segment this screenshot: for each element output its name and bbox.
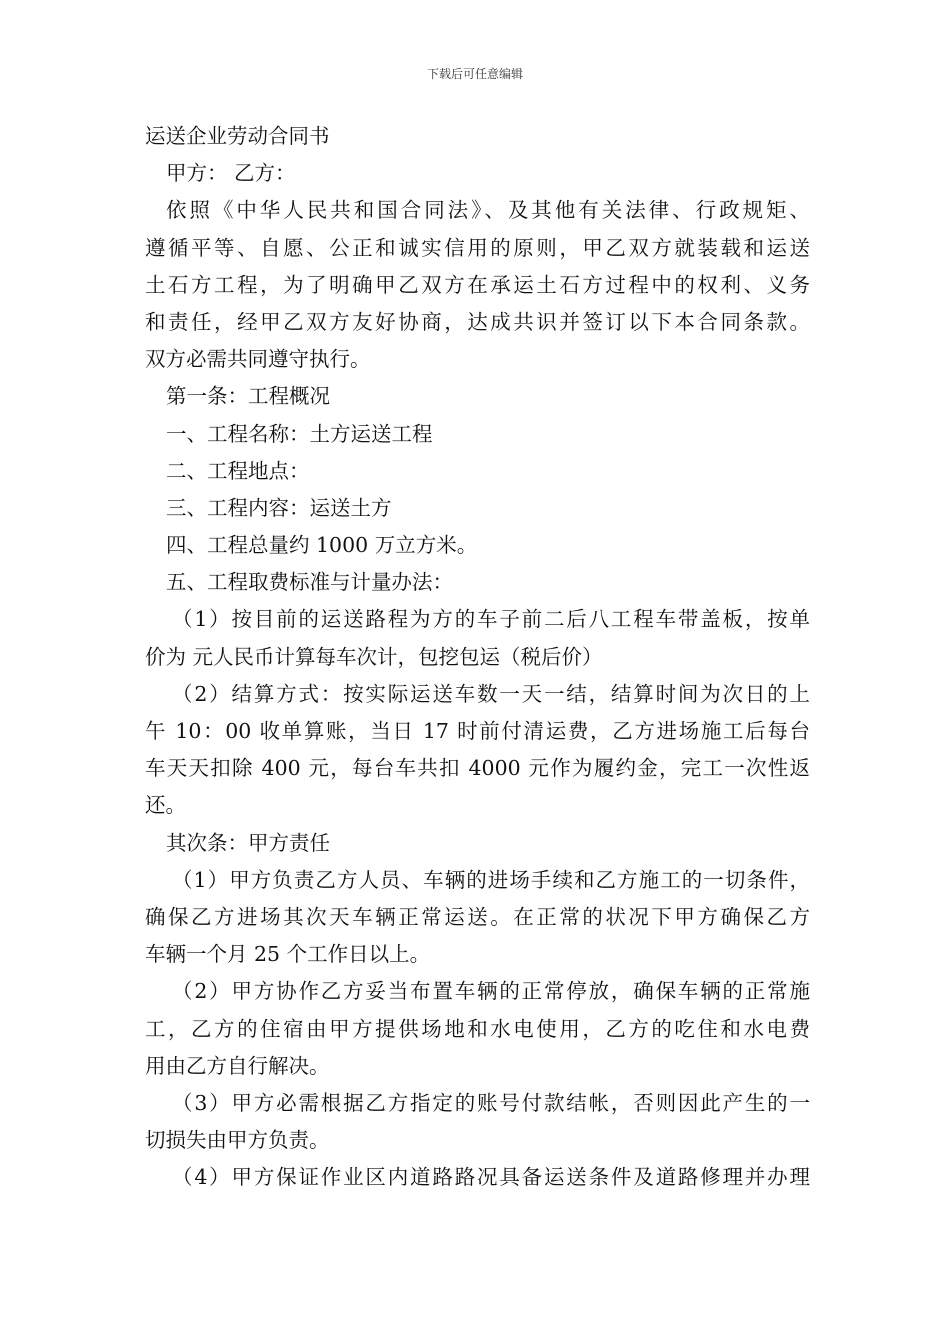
preamble-line: 双方必需共同遵守执行。 (145, 347, 371, 372)
clause-line: 还。 (145, 793, 186, 818)
clause-line: 工，乙方的住宿由甲方提供场地和水电使用，乙方的吃住和水电费 (145, 1016, 810, 1041)
clause-line: 三、工程内容：运送土方 (166, 495, 392, 520)
clause-line: 确保乙方进场其次天车辆正常运送。在正常的状况下甲方确保乙方 (145, 904, 810, 929)
preamble-line: 和责任，经甲乙双方友好协商，达成共识并签订以下本合同条款。 (145, 309, 810, 334)
preamble-line: 依照《中华人民共和国合同法》、及其他有关法律、行政规矩、 (166, 198, 810, 223)
clause-line: 车天天扣除 400 元，每台车共扣 4000 元作为履约金，完工一次性返 (145, 756, 810, 781)
clause-line: （3）甲方必需根据乙方指定的账号付款结帐，否则因此产生的一 (172, 1090, 810, 1115)
clause-line: 一、工程名称：土方运送工程 (166, 421, 433, 446)
section-heading: 第一条：工程概况 (166, 384, 330, 409)
clause-line: 午 10：00 收单算账，当日 17 时前付清运费，乙方进场施工后每台 (145, 719, 810, 743)
clause-line: （4）甲方保证作业区内道路路况具备运送条件及道路修理并办理 (172, 1165, 810, 1190)
contract-body (145, 118, 810, 1196)
clause-line: （1）甲方负责乙方人员、车辆的进场手续和乙方施工的一切条件， (172, 867, 810, 892)
clause-line: 价为 元人民币计算每车次计，包挖包运（税后价） (145, 644, 603, 669)
clause-line: 四、工程总量约 1000 万立方米。 (166, 533, 478, 558)
document-title: 运送企业劳动合同书 (145, 124, 330, 148)
party-line: 甲方： 乙方： (166, 161, 296, 186)
clause-line: （2）结算方式：按实际运送车数一天一结，结算时间为次日的上 (172, 681, 810, 706)
clause-line: 二、工程地点： (166, 458, 310, 483)
clause-line: 车辆一个月 25 个工作日以上。 (145, 942, 431, 967)
clause-line: 切损失由甲方负责。 (145, 1128, 330, 1153)
preamble-line: 遵循平等、自愿、公正和诚实信用的原则，甲乙双方就装载和运送 (145, 235, 810, 260)
clause-line: （1）按目前的运送路程为方的车子前二后八工程车带盖板，按单 (172, 607, 810, 632)
clause-line: 五、工程取费标准与计量办法： (166, 570, 453, 595)
clause-line: （2）甲方协作乙方妥当布置车辆的正常停放，确保车辆的正常施 (172, 979, 810, 1004)
section-heading: 其次条：甲方责任 (166, 830, 330, 855)
clause-line: 用由乙方自行解决。 (145, 1053, 330, 1078)
page-header-note: 下载后可任意编辑 (426, 67, 523, 81)
preamble-line: 土石方工程，为了明确甲乙双方在承运土石方过程中的权利、义务 (145, 272, 810, 297)
